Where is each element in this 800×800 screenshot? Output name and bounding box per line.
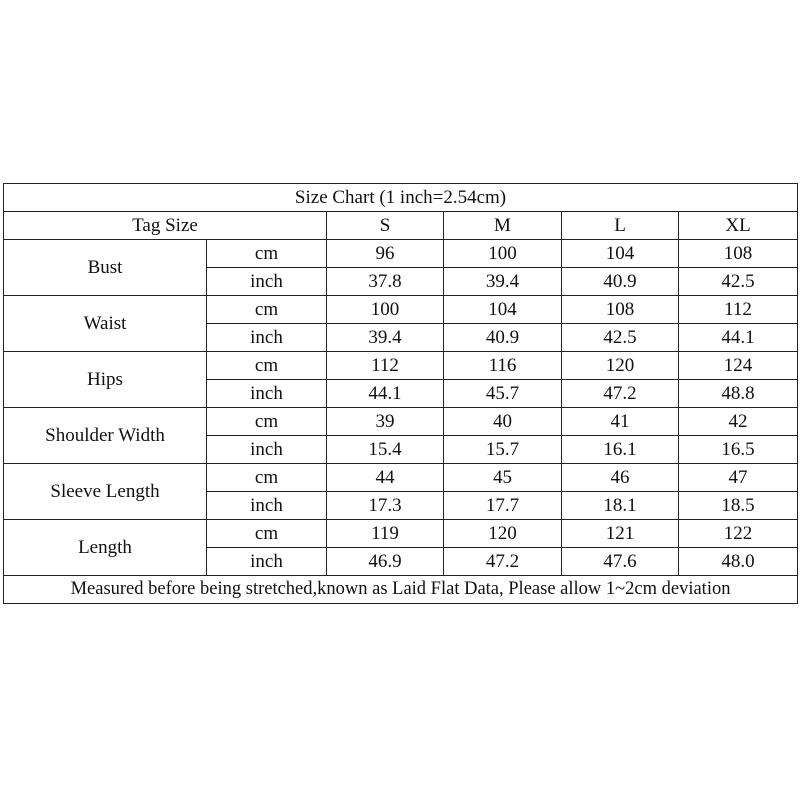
- note-row: [4, 576, 798, 604]
- measurement-row-bust-cm: [4, 240, 798, 268]
- value-cell: 108: [562, 296, 679, 324]
- measurement-row-waist-cm: [4, 296, 798, 324]
- value-cell: 39.4: [444, 268, 562, 296]
- measurement-row-hips-cm: [4, 352, 798, 380]
- value-cell: 42.5: [562, 324, 679, 352]
- value-cell: 40.9: [444, 324, 562, 352]
- unit-label-inch: inch: [207, 548, 327, 576]
- unit-label-inch: inch: [207, 268, 327, 296]
- measurement-label-length: Length: [4, 520, 207, 576]
- measurement-row-length-cm: [4, 520, 798, 548]
- measurement-row-shoulder-width-cm: [4, 408, 798, 436]
- measurement-label-waist: Waist: [4, 296, 207, 352]
- value-cell: 121: [562, 520, 679, 548]
- value-cell: 45: [444, 464, 562, 492]
- value-cell: 112: [679, 296, 798, 324]
- value-cell: 48.8: [679, 380, 798, 408]
- unit-label-cm: cm: [207, 296, 327, 324]
- value-cell: 48.0: [679, 548, 798, 576]
- value-cell: 124: [679, 352, 798, 380]
- unit-label-cm: cm: [207, 240, 327, 268]
- measurement-label-shoulder-width: Shoulder Width: [4, 408, 207, 464]
- value-cell: 42: [679, 408, 798, 436]
- value-cell: 46: [562, 464, 679, 492]
- value-cell: 17.3: [327, 492, 444, 520]
- unit-label-inch: inch: [207, 324, 327, 352]
- size-chart-table: [3, 183, 798, 604]
- value-cell: 108: [679, 240, 798, 268]
- value-cell: 116: [444, 352, 562, 380]
- value-cell: 120: [562, 352, 679, 380]
- value-cell: 46.9: [327, 548, 444, 576]
- unit-label-cm: cm: [207, 520, 327, 548]
- unit-label-inch: inch: [207, 492, 327, 520]
- measurement-label-hips: Hips: [4, 352, 207, 408]
- value-cell: 17.7: [444, 492, 562, 520]
- value-cell: 16.1: [562, 436, 679, 464]
- deviation-note: Measured before being stretched,known as Laid Flat Data, Please allow 1~2cm deviation: [4, 576, 798, 604]
- title-row: [4, 184, 798, 212]
- header-row: [4, 212, 798, 240]
- unit-label-cm: cm: [207, 352, 327, 380]
- value-cell: 44.1: [679, 324, 798, 352]
- size-header-m: M: [444, 212, 562, 240]
- value-cell: 37.8: [327, 268, 444, 296]
- value-cell: 119: [327, 520, 444, 548]
- value-cell: 15.7: [444, 436, 562, 464]
- value-cell: 96: [327, 240, 444, 268]
- value-cell: 39: [327, 408, 444, 436]
- size-header-xl: XL: [679, 212, 798, 240]
- value-cell: 16.5: [679, 436, 798, 464]
- unit-label-inch: inch: [207, 436, 327, 464]
- value-cell: 18.5: [679, 492, 798, 520]
- size-header-l: L: [562, 212, 679, 240]
- value-cell: 120: [444, 520, 562, 548]
- unit-label-cm: cm: [207, 464, 327, 492]
- value-cell: 100: [444, 240, 562, 268]
- value-cell: 104: [444, 296, 562, 324]
- value-cell: 40: [444, 408, 562, 436]
- size-chart-title: Size Chart (1 inch=2.54cm): [4, 184, 798, 212]
- value-cell: 100: [327, 296, 444, 324]
- value-cell: 39.4: [327, 324, 444, 352]
- value-cell: 41: [562, 408, 679, 436]
- unit-label-inch: inch: [207, 380, 327, 408]
- value-cell: 18.1: [562, 492, 679, 520]
- value-cell: 15.4: [327, 436, 444, 464]
- value-cell: 47.2: [444, 548, 562, 576]
- value-cell: 40.9: [562, 268, 679, 296]
- value-cell: 104: [562, 240, 679, 268]
- value-cell: 42.5: [679, 268, 798, 296]
- value-cell: 47.6: [562, 548, 679, 576]
- value-cell: 112: [327, 352, 444, 380]
- value-cell: 122: [679, 520, 798, 548]
- unit-label-cm: cm: [207, 408, 327, 436]
- value-cell: 47: [679, 464, 798, 492]
- value-cell: 45.7: [444, 380, 562, 408]
- tag-size-header: Tag Size: [4, 212, 327, 240]
- size-header-s: S: [327, 212, 444, 240]
- measurement-label-bust: Bust: [4, 240, 207, 296]
- measurement-row-sleeve-length-cm: [4, 464, 798, 492]
- value-cell: 44.1: [327, 380, 444, 408]
- value-cell: 47.2: [562, 380, 679, 408]
- measurement-label-sleeve-length: Sleeve Length: [4, 464, 207, 520]
- value-cell: 44: [327, 464, 444, 492]
